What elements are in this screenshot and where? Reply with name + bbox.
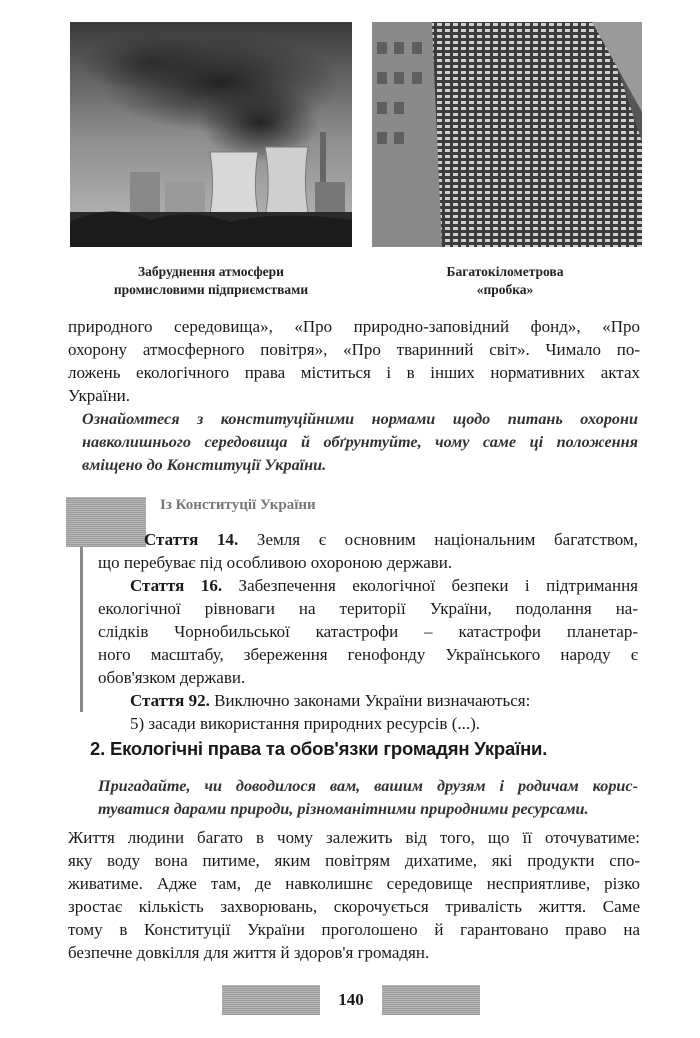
section-title: 2. Екологічні права та обов'язки громадян України. xyxy=(90,738,548,759)
article-16: Стаття 16. Забезпечення екологічної безпеки і підтримання xyxy=(130,576,638,595)
pollution-photo xyxy=(70,22,352,247)
footer-decoration-left xyxy=(222,985,320,1015)
task-nature: Пригадайте, чи доводилося вам, вашим друзям і родичам корис- туватися дарами природи, різноманітними природними ресурсами. xyxy=(98,777,638,818)
paragraph-laws: природного середовища», «Про природно-заповідний фонд», «Про охорону атмосферного повітря», «Про тваринний світ». Чимало по- ложень екологічного права міститься і в інших нормативних актах України. xyxy=(68,317,640,405)
article-14: Стаття 14. Земля є основним національним багатством, xyxy=(144,530,638,549)
photo-caption-traffic: Багатокілометрова «пробка» xyxy=(446,264,564,297)
traffic-jam-photo xyxy=(372,22,642,247)
constitution-side-line xyxy=(80,547,83,712)
paragraph-rights: Життя людини багато в чому залежить від того, що її оточуватиме: яку воду вона питиме, яким повітрям дихатиме, які продукти спо- живатиме. Адже там, де навколишнє середовище несприятливе, різко зростає кількість захворювань, скорочується тривалість життя. Саме тому в Конституції України проголошено й гарантовано право на безпечне довкілля для життя й здоров'я громадян. xyxy=(68,828,640,962)
task-constitution: Ознайомтеся з конституційними нормами щодо питань охорони навколишнього середовища й обґрунтуйте, чому саме ці положення вміщено до Конституції України. xyxy=(82,410,638,474)
constitution-heading: Із Конституції України xyxy=(160,497,316,513)
article-92: Стаття 92. Виключно законами України визначаються: xyxy=(130,691,531,710)
photo-caption-pollution: Забруднення атмосфери промисловими підприємствами xyxy=(113,264,309,297)
constitution-excerpt: Стаття 14. Земля є основним національним багатством, що перебуває під особливою охороною держави. Стаття 16. Забезпечення екологічної безпеки і підтримання екологічної рівноваги на території України, подолання на- слідків Чорнобильської катастрофи – катастрофи планетар- ного масштабу, збереження генофонду Українського народу є обов'язком держави. Стаття 92. Виключно законами України визначаються: 5) засади використання природних ресурсів (...). xyxy=(98,530,638,733)
footer-decoration-right xyxy=(382,985,480,1015)
page-number: 140 xyxy=(338,990,364,1009)
